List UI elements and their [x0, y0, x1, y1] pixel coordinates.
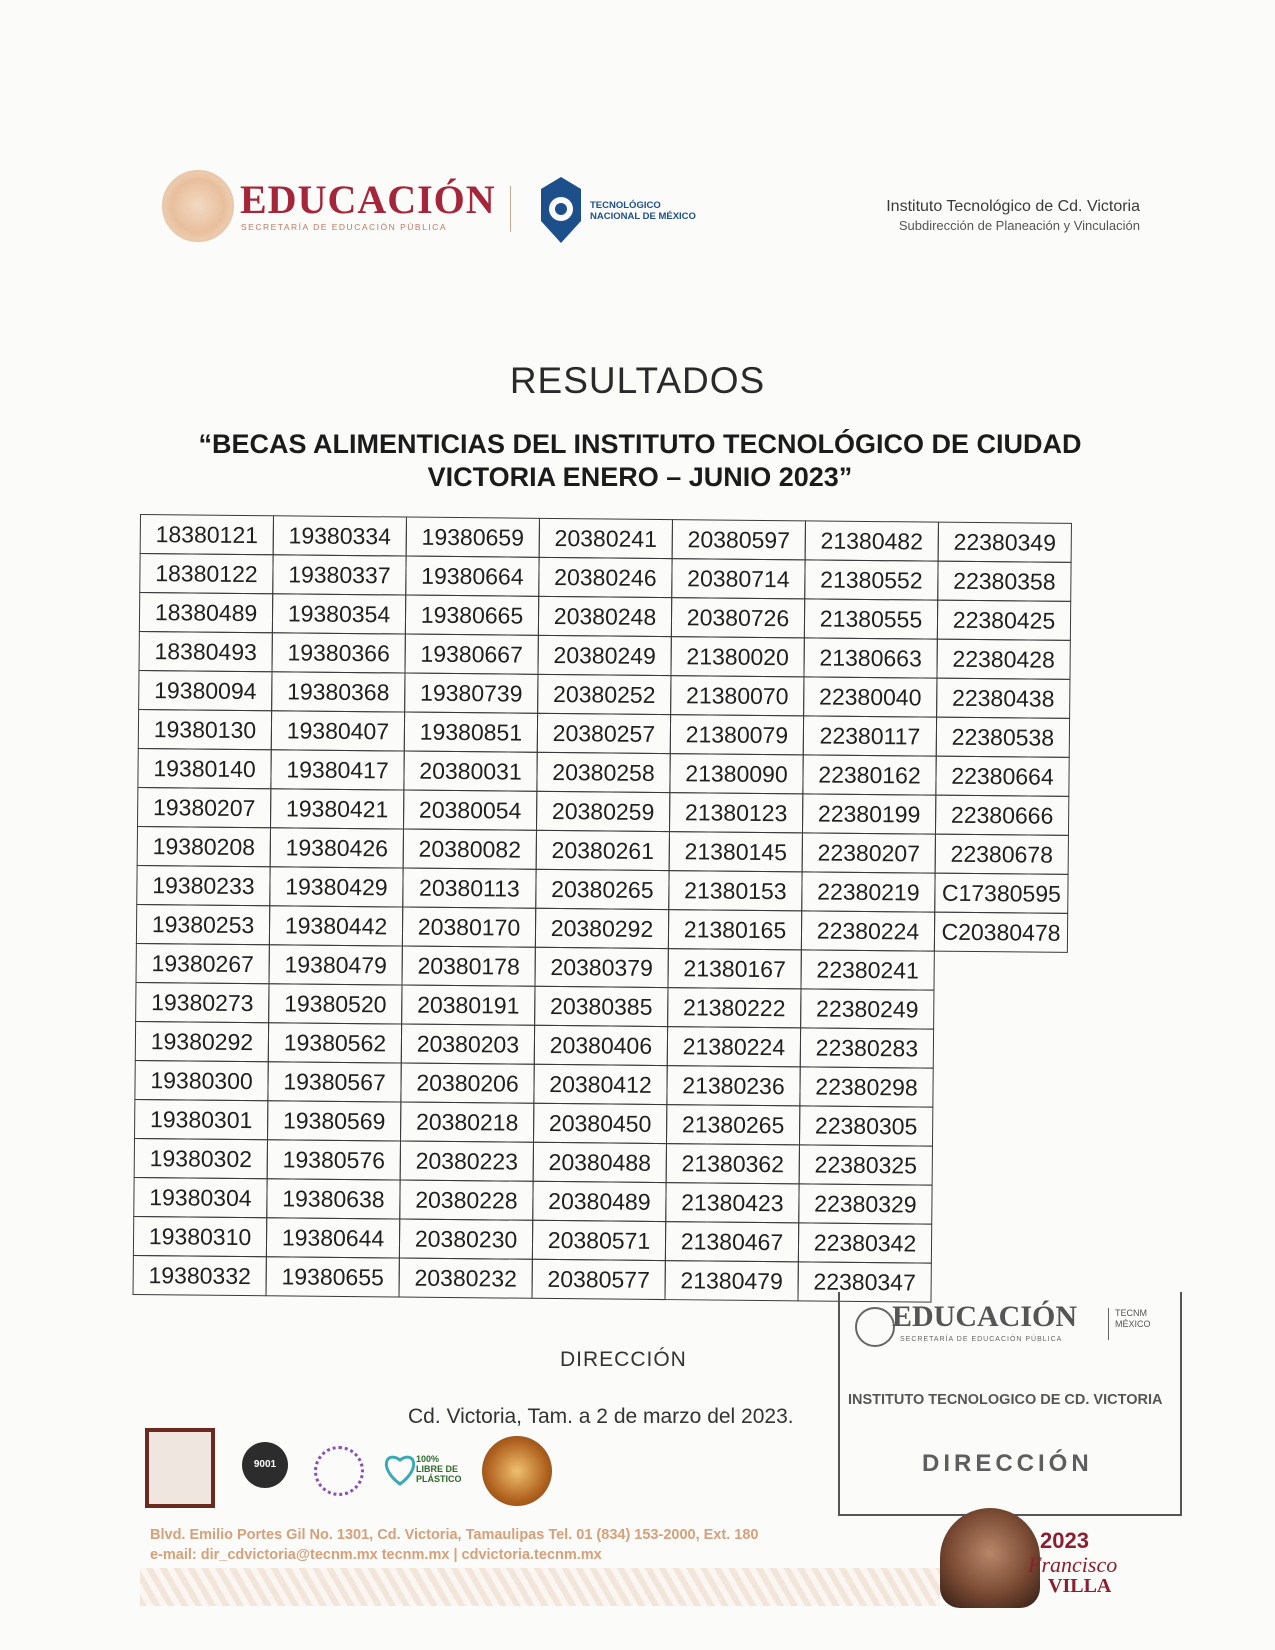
- table-cell: 20380223: [400, 1141, 534, 1182]
- table-cell: 20380248: [538, 596, 672, 637]
- sep-brand: EDUCACIÓN: [240, 177, 496, 222]
- table-cell: 20380252: [537, 674, 671, 715]
- table-cell: 22380207: [802, 832, 936, 873]
- table-cell: 19380094: [138, 670, 272, 711]
- table-cell: 19380442: [269, 905, 403, 946]
- table-cell: 20380412: [533, 1064, 667, 1105]
- footer-address: Blvd. Emilio Portes Gil No. 1301, Cd. Victoria, Tamaulipas Tel. 01 (834) 153-2000, Ext. 180: [150, 1527, 759, 1543]
- table-cell: 18380122: [139, 553, 273, 594]
- table-cell: 19380407: [271, 710, 405, 751]
- table-cell: 19380851: [404, 712, 538, 753]
- table-cell: 21380482: [805, 520, 939, 561]
- table-cell: 19380638: [266, 1178, 400, 1219]
- table-cell: 19380479: [269, 944, 403, 985]
- table-cell: 21380265: [666, 1104, 800, 1145]
- table-cell: 20380261: [536, 830, 670, 871]
- table-cell: 19380233: [136, 865, 270, 906]
- table-cell: 20380082: [403, 829, 537, 870]
- table-cell: 22380199: [802, 793, 936, 834]
- table-cell: 21380555: [804, 598, 938, 639]
- table-cell: 22380329: [798, 1183, 932, 1224]
- table-cell: 20380191: [401, 985, 535, 1026]
- table-cell: 19380253: [136, 904, 270, 945]
- table-cell: 20380379: [534, 947, 668, 988]
- table-cell: 19380140: [137, 748, 271, 789]
- table-cell: 20380246: [538, 557, 672, 598]
- table-cell: 19380368: [271, 671, 405, 712]
- villa-year: 2023: [1040, 1528, 1089, 1553]
- institute-logo-icon: [145, 1428, 215, 1508]
- plastic-free-text: 100% LIBRE DE PLÁSTICO: [416, 1454, 462, 1484]
- sep-seal-icon: [162, 170, 234, 242]
- table-cell: 19380562: [268, 1022, 402, 1063]
- table-cell: 19380739: [404, 673, 538, 714]
- table-cell: 22380666: [935, 795, 1069, 836]
- footer-contact: e-mail: dir_cdvictoria@tecnm.mx tecnm.mx | cdvictoria.tecnm.mx: [150, 1547, 602, 1563]
- table-cell: 19380429: [269, 866, 403, 907]
- institute-name: Instituto Tecnológico de Cd. Victoria: [886, 198, 1140, 215]
- table-cell: 21380552: [804, 559, 938, 600]
- table-cell: 21380070: [670, 675, 804, 716]
- table-cell: 22380342: [798, 1222, 932, 1263]
- stamp-brand-subtitle: SECRETARÍA DE EDUCACIÓN PÚBLICA: [900, 1336, 1063, 1343]
- page-subtitle: “BECAS ALIMENTICIAS DEL INSTITUTO TECNOLÓGICO DE CIUDAD VICTORIA ENERO – JUNIO 2023”: [198, 429, 1082, 492]
- table-cell: 19380130: [138, 709, 272, 750]
- table-cell: 20380597: [672, 519, 806, 560]
- table-cell: 19380208: [137, 826, 271, 867]
- table-cell: 19380302: [134, 1138, 268, 1179]
- table-cell: 20380206: [400, 1063, 534, 1104]
- table-cell: 19380569: [267, 1100, 401, 1141]
- table-cell: 19380366: [271, 632, 405, 673]
- table-cell: 22380438: [936, 678, 1070, 719]
- table-cell: 20380257: [537, 713, 671, 754]
- header-divider: [510, 186, 511, 232]
- table-cell: 19380664: [405, 556, 539, 597]
- table-cell: 21380123: [669, 792, 803, 833]
- table-cell: 22380425: [937, 600, 1071, 641]
- table-cell: 19380310: [133, 1216, 267, 1257]
- table-cell: 22380305: [799, 1105, 933, 1146]
- table-cell: 20380113: [402, 868, 536, 909]
- table-cell: 20380249: [537, 635, 671, 676]
- table-cell: 21380167: [667, 948, 801, 989]
- table-cell: 21380467: [665, 1221, 799, 1262]
- table-cell: 22380283: [800, 1027, 934, 1068]
- gear-logo-icon: [482, 1436, 552, 1506]
- decorative-band: [140, 1568, 940, 1606]
- table-cell: 21380236: [666, 1065, 800, 1106]
- francisco-villa-portrait-icon: [940, 1508, 1040, 1608]
- table-cell: 19380655: [266, 1256, 400, 1297]
- table-cell: 22380428: [936, 639, 1070, 680]
- signature-office: DIRECCIÓN: [560, 1348, 687, 1371]
- table-cell: 20380241: [539, 518, 673, 559]
- table-cell: 22380117: [803, 715, 937, 756]
- table-cell: 20380178: [401, 946, 535, 987]
- table-cell: 19380667: [404, 634, 538, 675]
- table-cell: C20380478: [934, 912, 1068, 953]
- table-cell: 18380489: [139, 592, 273, 633]
- table-cell: 19380576: [267, 1139, 401, 1180]
- table-cell: 19380304: [133, 1177, 267, 1218]
- stamp-tecnm-logo: TECNM MÉXICO: [1108, 1308, 1158, 1340]
- table-cell: 19380567: [267, 1061, 401, 1102]
- table-cell: 22380664: [935, 756, 1069, 797]
- inclusion-logo-icon: [314, 1446, 364, 1496]
- plastic-free-logo: [380, 1444, 464, 1492]
- table-cell: 20380385: [534, 986, 668, 1027]
- table-cell: 22380358: [937, 561, 1071, 602]
- table-cell: 21380663: [803, 637, 937, 678]
- table-cell: 22380298: [799, 1066, 933, 1107]
- table-cell: 20380571: [532, 1220, 666, 1261]
- table-cell: 19380426: [270, 827, 404, 868]
- table-cell: 22380349: [938, 522, 1072, 563]
- tecnm-text: [590, 200, 696, 222]
- table-cell: 21380165: [668, 909, 802, 950]
- table-cell: 22380347: [797, 1261, 931, 1302]
- stamp-office: DIRECCIÓN: [922, 1450, 1093, 1477]
- table-cell: 21380153: [668, 870, 802, 911]
- table-cell: 19380207: [137, 787, 271, 828]
- date-line: Cd. Victoria, Tam. a 2 de marzo del 2023.: [408, 1405, 794, 1428]
- table-cell: 19380421: [270, 788, 404, 829]
- table-cell: 19380659: [406, 517, 540, 558]
- table-cell: 21380362: [666, 1143, 800, 1184]
- table-cell: 20380406: [534, 1025, 668, 1066]
- stamp-institute: INSTITUTO TECNOLOGICO DE CD. VICTORIA: [848, 1392, 1163, 1408]
- table-cell: 22380241: [800, 949, 934, 990]
- table-cell: 20380232: [399, 1258, 533, 1299]
- table-cell: 19380337: [272, 554, 406, 595]
- tecnm-logo-icon: [536, 175, 586, 245]
- villa-surname: VILLA: [1048, 1575, 1112, 1597]
- table-cell: 22380538: [936, 717, 1070, 758]
- table-cell: 20380450: [533, 1103, 667, 1144]
- table-cell: 22380162: [802, 754, 936, 795]
- table-cell: 20380031: [403, 751, 537, 792]
- table-cell: 22380219: [801, 871, 935, 912]
- table-cell: 20380230: [399, 1219, 533, 1260]
- table-cell: 20380726: [671, 597, 805, 638]
- table-cell: 19380644: [266, 1217, 400, 1258]
- table-cell: 21380145: [669, 831, 803, 872]
- department-name: Subdirección de Planeación y Vinculación: [898, 218, 1140, 233]
- table-cell: 19380292: [135, 1021, 269, 1062]
- table-cell: 20380218: [400, 1102, 534, 1143]
- table-cell: 21380222: [667, 987, 801, 1028]
- table-cell: 20380488: [533, 1142, 667, 1183]
- villa-name: Francisco: [1028, 1552, 1118, 1577]
- table-cell: 20380258: [536, 752, 670, 793]
- table-cell: 19380334: [273, 515, 407, 556]
- table-cell: 19380665: [405, 595, 539, 636]
- table-cell: 20380054: [403, 790, 537, 831]
- table-cell: 20380259: [536, 791, 670, 832]
- table-cell: 22380224: [801, 910, 935, 951]
- table-cell: 20380203: [401, 1024, 535, 1065]
- table-cell: C17380595: [934, 873, 1068, 914]
- table-cell: 19380520: [268, 983, 402, 1024]
- table-cell: 21380423: [665, 1182, 799, 1223]
- table-cell: 21380090: [669, 753, 803, 794]
- stamp-seal-icon: [855, 1307, 895, 1347]
- table-cell: 21380079: [670, 714, 804, 755]
- table-cell: 20380228: [399, 1180, 533, 1221]
- page-title: RESULTADOS: [509, 360, 766, 401]
- table-cell: 19380300: [134, 1060, 268, 1101]
- tecnm-line2: NACIONAL DE MÉXICO: [590, 211, 696, 222]
- table-cell: 22380325: [799, 1144, 933, 1185]
- table-cell: 18380121: [140, 514, 274, 555]
- table-cell: 22380040: [803, 676, 937, 717]
- table-cell: 19380273: [135, 982, 269, 1023]
- table-cell: 18380493: [139, 631, 273, 672]
- table-cell: 22380249: [800, 988, 934, 1029]
- table-cell: 19380417: [270, 749, 404, 790]
- table-cell: 20380489: [532, 1181, 666, 1222]
- stamp-brand: EDUCACIÓN: [892, 1300, 1078, 1333]
- table-cell: 19380267: [136, 943, 270, 984]
- table-cell: 21380020: [670, 636, 804, 677]
- sep-brand-subtitle: SECRETARÍA DE EDUCACIÓN PÚBLICA: [241, 222, 447, 232]
- table-cell: 20380714: [671, 558, 805, 599]
- table-cell: 21380479: [664, 1260, 798, 1301]
- tecnm-line1: TECNOLÓGICO: [590, 200, 661, 211]
- table-cell: 20380170: [402, 907, 536, 948]
- table-cell: 20380577: [531, 1259, 665, 1300]
- table-cell: 19380301: [134, 1099, 268, 1140]
- table-cell: 20380292: [535, 908, 669, 949]
- iso-9001-logo: 9001: [242, 1442, 288, 1488]
- table-cell: 21380224: [667, 1026, 801, 1067]
- table-cell: 22380678: [935, 834, 1069, 875]
- table-cell: 20380265: [535, 869, 669, 910]
- table-cell: 19380354: [272, 593, 406, 634]
- table-cell: 19380332: [133, 1255, 267, 1296]
